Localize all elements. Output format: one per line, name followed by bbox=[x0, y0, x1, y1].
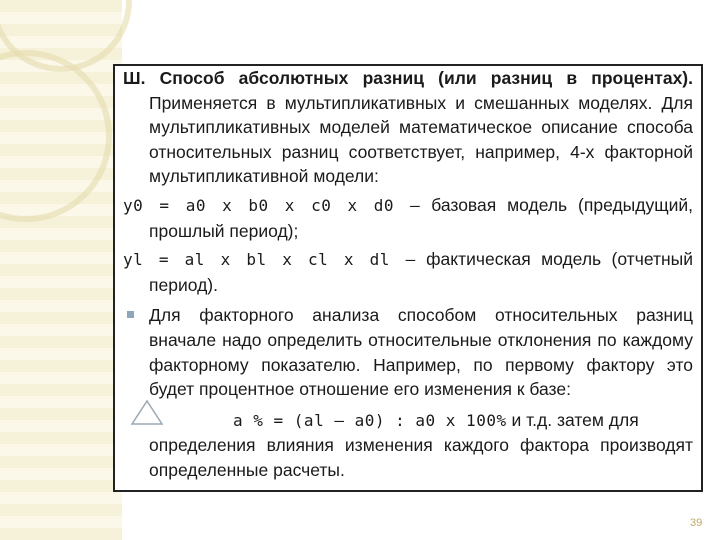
triangle-pointer-icon bbox=[130, 398, 164, 426]
base-model-formula: y0 = a0 x b0 x c0 x d0 – bbox=[123, 195, 421, 215]
actual-model-description: фактическая модель (отчетный период). bbox=[149, 249, 694, 295]
page-number: 39 bbox=[690, 517, 703, 529]
base-model-paragraph bbox=[123, 193, 693, 243]
heading-paragraph bbox=[123, 66, 693, 189]
percent-formula-tail: и т.д. затем для bbox=[506, 409, 639, 430]
base-model-description: базовая модель (предыдущий, прошлый период); bbox=[149, 194, 694, 241]
percent-formula-line bbox=[123, 408, 693, 434]
actual-model-formula: yl = al x bl x cl x dl – bbox=[123, 250, 416, 270]
bullet-text: Для факторного анализа способом относительных разниц вначале надо определить относительные отклонения по каждому факторному показателю. Например, по первому фактору это будет процентное отношение его изменения к базе: bbox=[149, 305, 693, 400]
heading-rest-text: Применяется в мультипликативных и смешанных моделях. Для мультипликативных моделей математическое описание способа относительных разниц соответствует, например, 4-х факторной мультипликативной модели: bbox=[149, 92, 693, 187]
tail-paragraph: определения влияния изменения каждого фактора производят определенные расчеты. bbox=[149, 435, 693, 480]
actual-model-paragraph bbox=[123, 247, 693, 297]
bullet-square-icon bbox=[127, 311, 134, 318]
percent-formula: a % = (al – a0) : a0 x 100% bbox=[233, 410, 507, 430]
heading-bold-text: Ш. Способ абсолютных разниц (или разниц в процентах). bbox=[123, 68, 693, 88]
slide-content bbox=[123, 66, 693, 483]
bullet-paragraph bbox=[123, 303, 693, 401]
